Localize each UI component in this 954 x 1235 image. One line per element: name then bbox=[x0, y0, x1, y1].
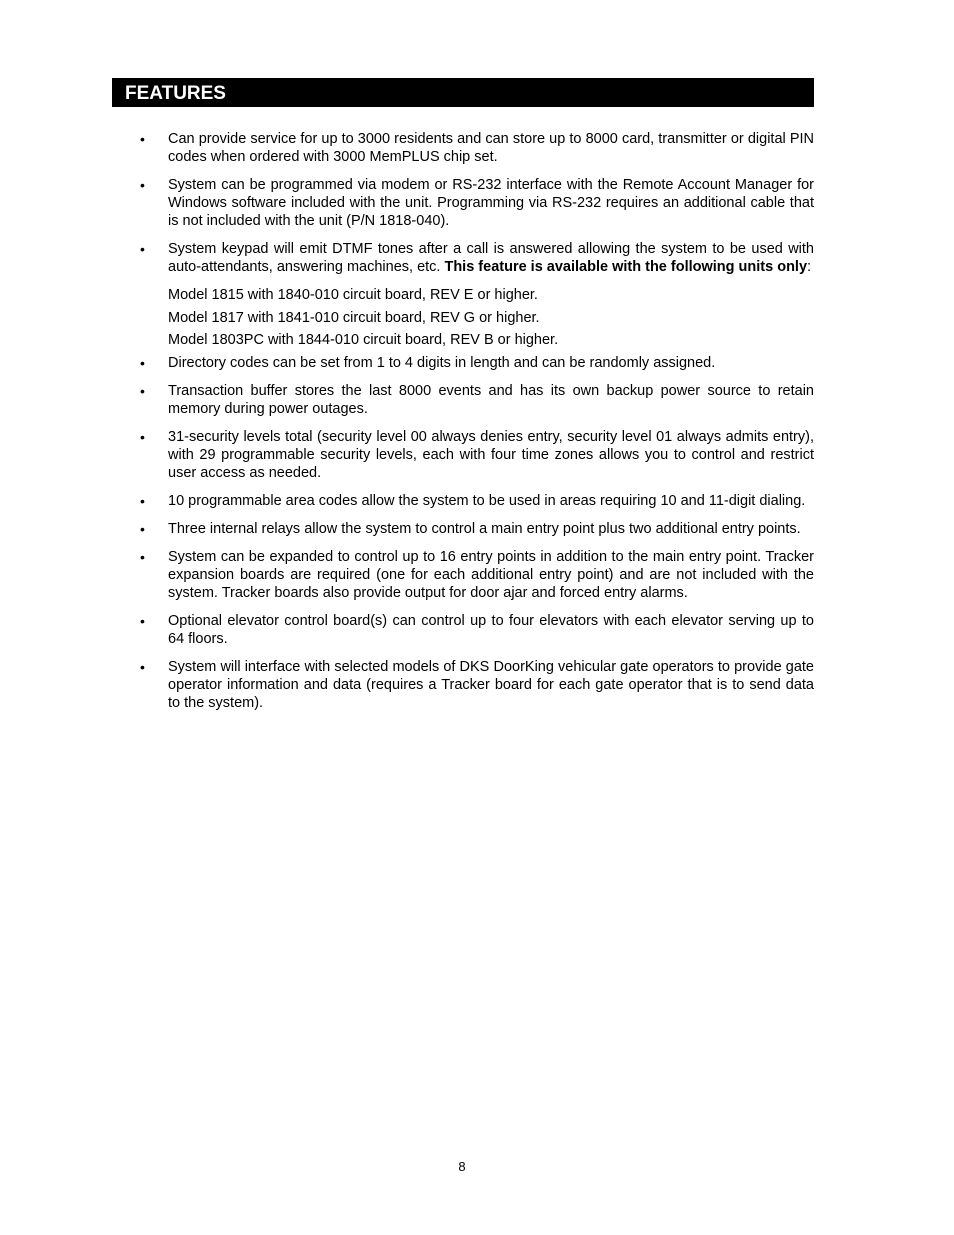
feature-item bbox=[140, 492, 814, 510]
bullet-icon: • bbox=[140, 241, 145, 257]
feature-text: 31-security levels total (security level 00 always denies entry, security level 01 always admits entry), with 29 programmable security levels, each with four time zones allows you to control and restrict user access as needed. bbox=[168, 428, 814, 481]
feature-text-regular: System keypad will emit DTMF tones after a call is answered allowing the system to be used with auto-attendants, answering machines, etc. bbox=[168, 241, 814, 275]
bullet-icon: • bbox=[140, 428, 145, 445]
bullet-icon: • bbox=[140, 177, 145, 193]
feature-item bbox=[140, 130, 814, 166]
features-list bbox=[140, 130, 814, 722]
section-heading: FEATURES bbox=[112, 78, 814, 107]
feature-text bbox=[168, 240, 814, 276]
feature-text: Directory codes can be set from 1 to 4 digits in length and can be randomly assigned. bbox=[168, 354, 716, 371]
feature-item bbox=[140, 382, 814, 418]
model-line: Model 1817 with 1841-010 circuit board, REV G or higher. bbox=[168, 309, 540, 326]
feature-text: Three internal relays allow the system to control a main entry point plus two additional entry points. bbox=[168, 520, 801, 537]
feature-item bbox=[140, 176, 814, 230]
bullet-icon: • bbox=[140, 658, 145, 675]
model-list-wrapper bbox=[140, 286, 814, 349]
feature-item bbox=[140, 520, 814, 538]
page-number: 8 bbox=[458, 1159, 466, 1174]
feature-text-suffix: : bbox=[807, 259, 812, 275]
bullet-icon: • bbox=[140, 492, 145, 509]
feature-text: 10 programmable area codes allow the system to be used in areas requiring 10 and 11-digit dialing. bbox=[168, 492, 806, 509]
feature-item bbox=[140, 240, 814, 276]
bullet-icon: • bbox=[140, 520, 145, 537]
feature-text: Can provide service for up to 3000 residents and can store up to 8000 card, transmitter or digital PIN codes when ordered with 3000 MemPLUS chip set. bbox=[168, 131, 814, 165]
bullet-icon: • bbox=[140, 131, 145, 147]
model-line: Model 1815 with 1840-010 circuit board, REV E or higher. bbox=[168, 287, 538, 303]
bullet-icon: • bbox=[140, 548, 145, 565]
bullet-icon: • bbox=[140, 354, 145, 371]
feature-item bbox=[140, 658, 814, 712]
feature-item bbox=[140, 428, 814, 482]
feature-text-bold: This feature is available with the following units only bbox=[444, 259, 808, 275]
model-line: Model 1803PC with 1844-010 circuit board, REV B or higher. bbox=[168, 332, 559, 348]
feature-item bbox=[140, 612, 814, 648]
feature-text: Transaction buffer stores the last 8000 events and has its own backup power source to retain memory during power outages. bbox=[168, 382, 814, 417]
feature-text: System can be programmed via modem or RS-232 interface with the Remote Account Manager for Windows software included with the unit. Programming via RS-232 requires an additional cable that is not included with the unit (P/N 1818-040). bbox=[168, 177, 814, 229]
bullet-icon: • bbox=[140, 382, 145, 399]
feature-item bbox=[140, 354, 814, 372]
bullet-icon: • bbox=[140, 612, 145, 629]
model-list bbox=[168, 286, 814, 349]
feature-item bbox=[140, 548, 814, 602]
feature-text: System can be expanded to control up to 16 entry points in addition to the main entry point. Tracker expansion boards are required (one for each additional entry point) and are not included with the system. Tracker boards also provide output for door ajar and forced entry alarms. bbox=[168, 548, 814, 601]
feature-text: Optional elevator control board(s) can control up to four elevators with each elevator serving up to 64 floors. bbox=[168, 612, 814, 647]
feature-text: System will interface with selected models of DKS DoorKing vehicular gate operators to provide gate operator information and data (requires a Tracker board for each gate operator that is to send data to the system). bbox=[168, 658, 814, 711]
